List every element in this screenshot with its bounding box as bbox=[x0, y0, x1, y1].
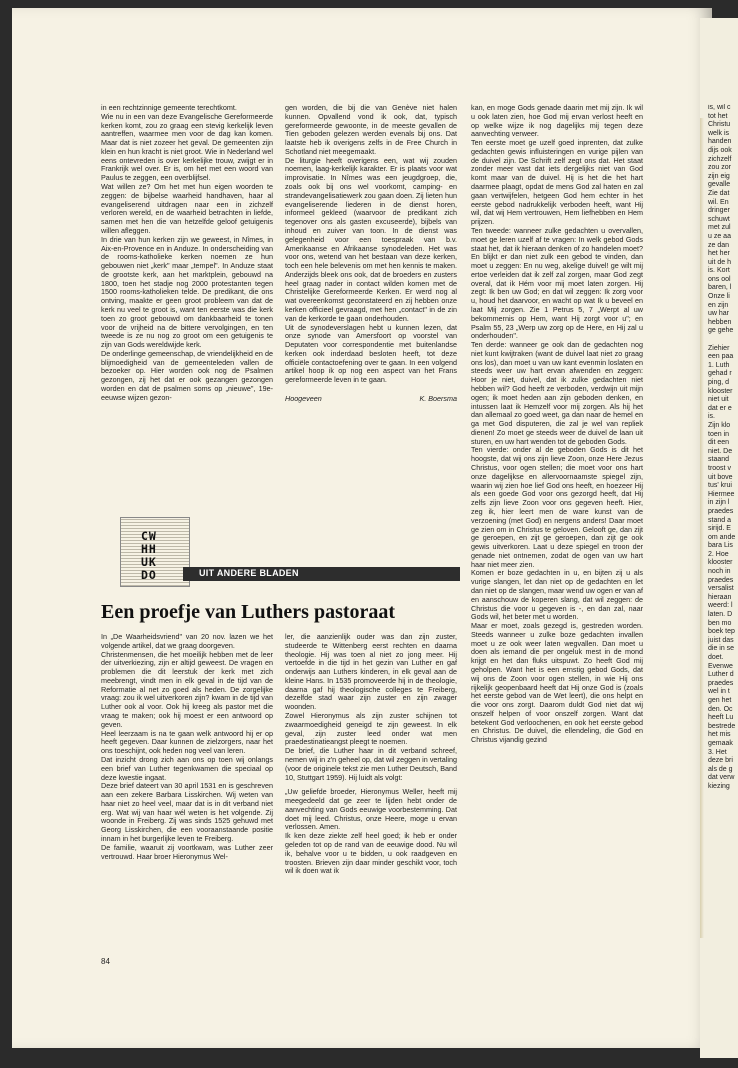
fragment-line: in zijn l bbox=[708, 499, 730, 507]
fragment-line: zichzelf bbox=[708, 155, 732, 163]
fragment-line: bara Lis bbox=[708, 542, 733, 550]
fragment-line: wel in t bbox=[708, 688, 730, 696]
fragment-line: om ande bbox=[708, 533, 736, 541]
fragment-line: staand bbox=[708, 456, 730, 464]
fragment-line: wil. En bbox=[708, 198, 729, 206]
paragraph: Zowel Hieronymus als zijn zuster schijnen tot zwaarmoedigheid geneigd te zijn geweest. In elk geval, zijn zuster leed onder wat men praedestinatieangst pleegt te noemen. bbox=[285, 711, 457, 747]
paragraph: Deze brief dateert van 30 april 1531 en is geschreven aan een zekere Barbara Lisskirchen. Wij weten van haar niet zo heel veel, maar dat is in dit verband niet erg. Wat wij van haar wél weten is het volgende. Zij woonde in Freiberg. Zij was sinds 1525 gehuwd met Georg Lisskirchen, die een vooraanstaande positie innam in het burgerlijke leven te Freiberg. bbox=[101, 781, 273, 843]
fragment-line: laten. D bbox=[708, 611, 733, 619]
article-signature bbox=[285, 395, 457, 404]
fragment-line: gevalle bbox=[708, 181, 731, 189]
fragment-line: Luther d bbox=[708, 671, 734, 679]
fragment-line: handen bbox=[708, 138, 732, 146]
fragment-line: klooster bbox=[708, 387, 733, 395]
section-banner bbox=[183, 567, 460, 581]
fragment-line: zou zor bbox=[708, 164, 731, 172]
paragraph: Dat inzicht drong zich aan ons op toen wij onlangs een brief van Luther tegenkwamen die speciaal op deze kwestie ingaat. bbox=[101, 754, 273, 782]
column-bottom-middle bbox=[285, 633, 457, 876]
fragment-line bbox=[708, 336, 738, 345]
paragraph: Wie nu in een van deze Evangelische Gereformeerde kerken komt, zou zo graag een stevig kerkelijk leven aantreffen, waarmee men voor de dag kan komen. Maar dat is niet zozeer het geval. De gemeenten zijn klein en hun kracht is niet groot. Wie in Nederland wel eens ontevreden is over kerkelijke trouw, zwijgt er in Frankrijk wel over. Er is, om het met een woord van Paulus te zeggen, een overblijfsel. bbox=[101, 111, 273, 183]
fragment-line: niet uit bbox=[708, 396, 729, 404]
fragment-line: Evenwe bbox=[708, 662, 733, 670]
fragment-line: een paa bbox=[708, 353, 734, 361]
paragraph: De liturgie heeft overigens een, wat wij zouden noemen, laag-kerkelijk karakter. Er is plaats voor wat improvisatie. In Nîmes was een jeugdgroep, die, zoals ook bij ons wel voorkomt, camping- en strandevangelisatiewerk zou gaan doen. Zij lieten hun evangeliserende liederen in de dienst horen, informeel gekleed (waarvoor de predikant zich tegenover ons als gasten excuseerde), bijbels van inhoud en zuiver van toon. In de dienst was gelegenheid voor een toespraak van b.v. Amerikaanse en Afrikaanse synodeleden. Het was voor ons, wetend van het bestaan van deze kerken, toch een hele belevenis om met hen kennis te maken. Anderzijds bleek ons ook, dat de broeders en zusters heel graag nader in contact wilden komen met de Christelijke Gereformeerde Kerken. Er werd nog al wat overeenkomst geconstateerd en zij hebben onze kerken officieel gevraagd, met hen „contact" in de zin van de kerkorde te gaan onderhouden. bbox=[285, 155, 457, 323]
fragment-line: als de g bbox=[708, 765, 733, 773]
paragraph: In drie van hun kerken zijn we geweest, in Nîmes, in Aix-en-Provence en in Anduze. In onderscheiding van de rooms-katholieke kerken noemen ze hun gebouwen niet „kerk" maar „tempel". In Anduze staat de grootste kerk, aan het marktplein, gebouwd na 1800, toen het stadje nog 2000 protestanten tegen 1500 rooms-katholieken telde. De predikant, die ons ontving, maakte er geen groot probleem van dat de kerk nu veel te groot is, want ten eerste was die kerk toen zo groot gebouwd om dankbaarheid te tonen voor de vrijheid na de bittere vervolgingen, en ten tweede is ze nu nog zo groot om een getuigenis te zijn van Gods wereldwijde kerk. bbox=[101, 234, 273, 350]
column-top-left bbox=[101, 104, 273, 403]
column-bottom-left bbox=[101, 633, 273, 861]
paragraph: in een rechtzinnige gemeente terechtkomt. bbox=[101, 103, 237, 112]
fragment-line: hieraan bbox=[708, 593, 732, 601]
fragment-line: juist das bbox=[708, 636, 734, 644]
fragment-line: uit de h bbox=[708, 258, 731, 266]
fragment-line: praedes bbox=[708, 679, 734, 687]
fragment-line: ons ool bbox=[708, 275, 731, 283]
article-headline: Een proefje van Luthers pastoraat bbox=[101, 601, 396, 623]
page-number: 84 bbox=[101, 957, 110, 966]
paragraph: Christenmensen, die het moeilijk hebben met de leer der uitverkiezing, zijn er altijd geweest. De vragen en problemen die dit leerstuk der kerk met zich meebrengt, vindt men in elk geval in de tijd van de Reformatie al net zo goed als heden. De zorgelijke vraag: zou ik wel uitverkoren zijn? kwam in de tijd van Luther ook al voor. Ook hij kreeg als pastor met die vraag te maken; ook hij moest er een antwoord op geven. bbox=[101, 649, 273, 729]
fragment-line: tus' krui bbox=[708, 482, 732, 490]
fragment-line: hebben bbox=[708, 318, 732, 326]
fragment-line: boek tep bbox=[708, 628, 735, 636]
column-right bbox=[471, 104, 643, 745]
fragment-line: is. bbox=[708, 413, 715, 421]
fragment-line: Ziehier bbox=[708, 344, 730, 352]
paragraph: Ten derde: wanneer ge ook dan de gedachten nog niet kunt kwijtraken (want de duivel laat niet zo graag ons los), dan moet u van uw kant evenmin loslaten en steeds weer uw hart ervan afwenden en zeggen: Hoor je niet, duivel, dat ik zulke gedachten niet hebben wil? God heeft ze verboden, verdwijn uit mijn ogen; ik moet heden aan zijn geboden denken, en intussen laat ik Hemzelf voor mij zorgen. Als hij het dan allemaal zo goed weet, ga dan naar de hemel en ga met God disputeren, die zal je wel van repliek dienen! Zo moet ge steeds weer de duivel de laan uit sturen, en uw hart wenden tot de geboden Gods. bbox=[471, 340, 643, 446]
paragraph: Ten vierde: onder al de geboden Gods is dit het hoogste, dat wij ons zijn lieve Zoon, onze Here Jezus Christus, voor ogen stellen; die moet voor ons hart onze dagelijkse en allervoornaamste spiegel zijn, waarin wij zien hoe lief God ons heeft, en hoezeer Hij als een goede God voor ons gezorgd heeft, dat Hij zelfs zijn lieve Zoon voor ons gegeven heeft. Hier, zeg ik, hier leert men de ware kunst van de verzoening (met God) en nergens anders! Daar moet ge zien om in Christus te geloven. Gelooft ge, dan zijt ge geroepen, en zijt ge geroepen, dan zijt ge ook gewis uitverkoren. Laat u deze spiegel en troon der genade niet ontnemen, zodat de ogen van uw hart haar niet meer zien. bbox=[471, 445, 643, 569]
fragment-line: het mis bbox=[708, 731, 731, 739]
fragment-line: is, wil c bbox=[708, 104, 731, 111]
paragraph: „Uw geliefde broeder, Hieronymus Weller, heeft mij meegedeeld dat ge zeer te lijden hebt onder de aanvechting van Gods eeuwige voorbestemming. Dat doet mij leed. Christus, onze Heere, moge u ervan verlossen. Amen. bbox=[285, 787, 457, 832]
paragraph: Ten eerste moet ge uzelf goed inprenten, dat zulke gedachten gewis influisteringen en vurige pijlen van de duivel zijn. De Schrift zelf zegt ons dat. Het staat zonder meer vast dat iets dergelijks niet van God komt maar van de duivel. Hij is het die het hart daarmee plaagt, opdat de mens God zal haten en zal gaan vertwijfelen, hetgeen God hem echter in het eerste gebod nadrukkelijk verboden heeft, want Hij wil, dat wij Hem vertrouwen, Hem liefhebben en Hem prijzen. bbox=[471, 138, 643, 227]
fragment-line: met zul bbox=[708, 224, 731, 232]
fragment-line: heeft Lu bbox=[708, 714, 734, 722]
fragment-line: uw har bbox=[708, 310, 730, 318]
fragment-line: praedes bbox=[708, 507, 734, 515]
paragraph: De onderlinge gemeenschap, de vriendelijkheid en de blijmoedigheid van de gemeenteleden vallen de bezoeker op. Hier worden ook nog de Psalmen gezongen, zij het dat er ook gezangen gezongen worden en dat de psalmen soms op „nieuwe", 19e-eeuwse wijzen gezon- bbox=[101, 348, 273, 402]
fragment-line: baren, l bbox=[708, 284, 732, 292]
paragraph: De brief, die Luther haar in dit verband schreef, nemen wij in z'n geheel op, dat wil zeggen in vertaling (voor de originele tekst zie men Luther Deutsch, Band 10, Stuttgart 1959). Hij luidt als volgt: bbox=[285, 746, 457, 782]
fragment-line: 1. Luth bbox=[708, 361, 730, 369]
fragment-line: den. Oc bbox=[708, 705, 733, 713]
paragraph: Heel leerzaam is na te gaan welk antwoord hij er op heeft gegeven. Daar kunnen de zielzorgers, naar het ons toeschijnt, ook heden nog veel van leren. bbox=[101, 728, 273, 756]
fragment-line: ping, d bbox=[708, 379, 730, 386]
fragment-line: klooster bbox=[708, 559, 733, 567]
fragment-line: ben mo bbox=[708, 619, 732, 627]
fragment-line: tot het bbox=[708, 112, 728, 120]
paragraph: Wat willen ze? Om het met hun eigen woorden te zeggen: de bijbelse waarheid handhaven, haar al evangeliserend uitdragen naar een in zichzelf verloren wereld, en de waarheid betrachten in liefde, samen met hen die van hetzelfde geloof getuigenis willen afleggen. bbox=[101, 182, 273, 235]
paragraph: Maar er moet, zoals gezegd is, gestreden worden. Steeds wanneer u zulke boze gedachten invallen moet u ze ook weer laten wegvallen. Dan moet u doen als iemand die per ongeluk mest in de mond krijgt en het dan fluks uitspuwt. Zo heeft God mij geholpen. Want het is een ernstig gebod Gods, dat wij ons de Zoon voor ogen stellen, in wie Hij ons rijkelijk geopenbaard heeft dat Hij onze God is (zoals het eerste gebod van de Wet leert), die ons helpt en die voor ons zorgt. Daarom duldt God niet dat wij onszelf helpen of voor onszelf zorgen. Want dat betekent God verloochenen, en ook het eerste gebod en Christus. De duivel, die ellendeling, die God en Christus vijandig gezind bbox=[471, 621, 643, 745]
fragment-line: troost v bbox=[708, 464, 731, 472]
fragment-line: Hiermee bbox=[708, 490, 735, 498]
fragment-line: Zijn klo bbox=[708, 421, 731, 429]
column-top-middle bbox=[285, 104, 457, 404]
fragment-line: deze bri bbox=[708, 757, 733, 765]
paragraph: Komen er boze gedachten in u, en bijten zij u als vurige slangen, let dan niet op de gedachten en let dan niet op de slangen, maar wend uw ogen er van af en aanschouw de koperen slang, dat wil zeggen: de Christus die voor u gegeven is -, en dan zal, naar Gods wil, het beter met u worden. bbox=[471, 568, 643, 622]
fragment-line: 3. Het bbox=[708, 748, 727, 756]
fragment-line: bestrede bbox=[708, 722, 736, 730]
signature-author: K. Boersma bbox=[419, 394, 457, 403]
fragment-line: dat er e bbox=[708, 404, 732, 412]
paragraph: In „De Waarheidsvriend" van 20 nov. lazen we het volgende artikel, dat we graag doorgeven. bbox=[101, 632, 273, 650]
section-label: UIT ANDERE BLADEN bbox=[199, 568, 299, 578]
section-logo bbox=[120, 517, 190, 587]
fragment-line: u ze aa bbox=[708, 232, 731, 240]
fragment-line: Zie dat bbox=[708, 189, 730, 197]
page-gutter bbox=[700, 118, 704, 938]
fragment-line: gen het bbox=[708, 696, 732, 704]
fragment-line: versalist bbox=[708, 585, 734, 593]
fragment-line: uit bove bbox=[708, 473, 733, 481]
fragment-line: welk is bbox=[708, 129, 730, 137]
fragment-line: sirijd. E bbox=[708, 525, 731, 533]
fragment-line: die in se bbox=[708, 645, 735, 653]
logo-letters: CW HH UK DO bbox=[141, 529, 157, 582]
paragraph: kan, en moge Gods genade daarin met mij zijn. Ik wil u ook laten zien, hoe God mij ervan verlost heeft en op welke wijze ik nog dagelijks mij tegen deze aanvechting verweer. bbox=[471, 103, 643, 139]
fragment-line: dat verw bbox=[708, 774, 735, 782]
fragment-line: Christu bbox=[708, 121, 731, 129]
fragment-line: praedes bbox=[708, 576, 734, 584]
fragment-line: en zijn bbox=[708, 301, 729, 309]
adjacent-page-text bbox=[708, 104, 738, 792]
fragment-line: toen in bbox=[708, 430, 730, 438]
fragment-line: is. Kort bbox=[708, 267, 730, 275]
fragment-line: 2. Hoe bbox=[708, 550, 729, 558]
fragment-line: ze dan bbox=[708, 241, 730, 249]
paragraph: Ik ken deze ziekte zelf heel goed; ik heb er onder geleden tot op de rand van de eeuwige dood. Nu wil ik, behalve voor u te bidden, u ook raadgeven en troosten. Brieven zijn daar minder geschikt voor, toch wil ik doen wat ik bbox=[285, 831, 457, 876]
paragraph: ler, die aanzienlijk ouder was dan zijn zuster, studeerde te Wittenberg eerst rechten en daarna theologie. Hij was toen al niet zo jong meer. Hij vertoefde in die tijd in het gezin van Luther en gaf onderwijs aan Luthers kinderen, in elk geval aan de kleine Hans. In 1535 promoveerde hij in de theologie, daarna gaf hij theologische colleges te Freiberg, dezelfde stad waar zijn zuster en zijn zwager woonden. bbox=[285, 632, 457, 712]
fragment-line: kiezing bbox=[708, 782, 730, 790]
fragment-line: Onze li bbox=[708, 293, 730, 301]
fragment-line: niet. De bbox=[708, 447, 733, 455]
signature-place: Hoogeveen bbox=[285, 394, 322, 403]
fragment-line: het her bbox=[708, 250, 730, 258]
fragment-line: gehad r bbox=[708, 370, 732, 378]
fragment-line: gemaak bbox=[708, 739, 733, 747]
fragment-line: stand a bbox=[708, 516, 731, 524]
paragraph: Ten tweede: wanneer zulke gedachten u overvallen, moet ge leren uzelf af te vragen: In welk gebod Gods staat het, dat ik hieraan denken of zo handelen moet? En blijkt er dan niet zulk een gebod te vinden, dan moet u zeggen: En nu weg, akelige duivel! ge wilt mij ertoe verleiden dat ik zelf zal zorgen, maar God zegt overal, dat ik Hém voor mij moet laten zorgen. Hij zegt: Ik ben uw God; en dat wil zeggen: Ik zorg voor u, houd het daarvoor, en wacht op wat Ik u beveel en laat Mij zorgen. Zie 1 Petrus 5, 7 „Werpt al uw bekommernis op Hem, want Hij zorgt voor u"; en Psalm 55, 23 „Werp uw zorg op de Here, en Hij zal u onderhouden". bbox=[471, 225, 643, 341]
paragraph: gen worden, die bij die van Genève niet halen kunnen. Opvallend vond ik ook, dat, typisch gereformeerde gewoonte, in de meeste gevallen de Tien geboden gelezen werden evenals bij ons. Dat laatste heb ik overigens zelfs in de Free Church in Schotland niet meegemaakt. bbox=[285, 103, 457, 156]
fragment-line: weerd: l bbox=[708, 602, 733, 610]
paragraph: De familie, waaruit zij voortkwam, was Luther zeer vertrouwd. Haar broer Hieronymus Wel- bbox=[101, 842, 273, 861]
fragment-line: ge gehe bbox=[708, 327, 734, 335]
fragment-line: zijn eig bbox=[708, 172, 730, 180]
fragment-line: dit een bbox=[708, 439, 730, 447]
fragment-line: dringer bbox=[708, 207, 730, 215]
fragment-line: noch in bbox=[708, 568, 731, 576]
fragment-line: schuwt bbox=[708, 215, 730, 223]
fragment-line: dijs ook bbox=[708, 146, 732, 154]
paragraph: Uit de synodeverslagen hebt u kunnen lezen, dat onze synode van Amersfoort op voorstel van Deputaten voor correspondentie met buitenlandse kerken ook inderdaad besloten heeft, tot deze officiële contactoefening over te gaan. In een volgend artikel hoop ik op nog een aspect van het Frans gereformeerde leven in te gaan. bbox=[285, 322, 457, 385]
fragment-line: doet. bbox=[708, 654, 724, 661]
